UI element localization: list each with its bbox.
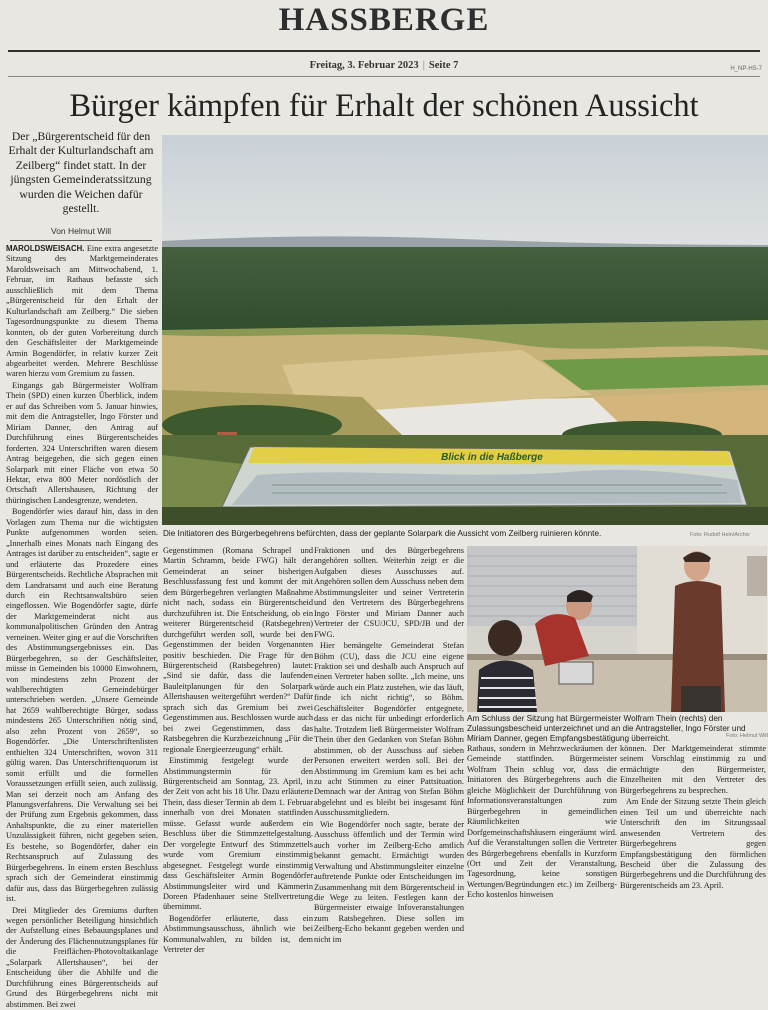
body-paragraph: Hier bemängelte Gemeinderat Stefan Böhm (CU), dass die JCU eine eigene Fraktion sei und deshalb auch Anspruch auf einen Vertreter haben sollte. „Ich meine, uns würde auch ein Platz zustehen, wie das läuft, finde ich nicht richtig“, so Böhm. Geschäftsleiter Bogendörfer entgegnete, dass er das nicht für unbedingt erforderlich halte. Trotzdem ließ Bürgermeister Wolfram Thein über den Gedanken von Stefan Böhm abstimmen, ob der Ausschuss auf sieben Personen erweitert werden soll. Bei der Abstimmung im Gremium kam es bei acht zu acht Stimmen zu einer Pattsituation. Demnach war der Antrag von Stefan Böhm abgelehnt und es bleibt bei insgesamt fünf Ausschussmitgliedern. xyxy=(314,641,464,818)
article-lead: Der „Bürgerentscheid für den Erhalt der Kulturlandschaft am Zeilberg“ findet statt. In der jüngsten Gemeinderatssitzung wurden die Weichen dafür gestellt. xyxy=(8,130,154,216)
body-paragraph: MAROLDSWEISACH. Eine extra angesetzte Sitzung des Marktgemeinderates Maroldsweisach am Mittwochabend, 1. Februar, im Rathaus befasste sich ausschließlich mit dem Thema „Bürgerentscheid für den Erhalt der Kulturlandschaft am Zeilberg.“ Die sieben Tagesordnungspunkte zu diesem Thema konnten, ob der guten Vorbereitung durch den Geschäftsleiter der Marktgemeinde Armin Bogendörfer, in relativ kurzer Zeit abgearbeitet werden. Mehrere Beschlüsse waren hierzu vom Gremium zu fassen. xyxy=(6,244,158,379)
meeting-photo-svg xyxy=(467,546,767,712)
photo-credit-1: Foto: Rudolf Hein/Archiv xyxy=(690,532,750,538)
body-paragraph: können. Der Marktgemeinderat stimmte seinem Vorschlag einstimmig zu und ermächtigte den Bürgermeister, Einzelheiten mit den Vertreter des Bürgerbegehrens zu besprechen. xyxy=(620,744,766,795)
date: Freitag, 3. Februar 2023 xyxy=(309,60,419,71)
body-column-1 xyxy=(6,244,158,1009)
sign-text: Blick in die Haßberge xyxy=(441,452,543,463)
page-code: H_NP-HS-7 xyxy=(730,66,762,72)
photo-caption-2: Am Schluss der Sitzung hat Bürgermeister Wolfram Thein (rechts) den Zulassungsbescheid unterzeichnet und an die Antragsteller, Ingo Förster und Miriam Danner, gegen Empfangsbestätigung überreicht. xyxy=(467,714,746,744)
body-paragraph: Fraktionen und des Bürgerbegehrens angehören sollten. Weiterhin zeigt er die Aufgaben dieses Ausschusses auf. Angehören sollen dem Ausschuss neben dem Abstimmungsleiter und seiner Vertreterin und den Vertretern des Bürgerbegehrens Ingo Förster und Miriam Danner auch Vertreter der CSU/JCU, SPD/JB und der FWG. xyxy=(314,546,465,639)
landscape-photo-svg xyxy=(162,135,768,525)
photo-caption-1: Die Initiatoren des Bürgerbegehrens befürchten, dass der geplante Solarpark die Aussicht vom Zeilberg ruinieren könnte. xyxy=(163,529,602,538)
dateline-location: MAROLDSWEISACH. xyxy=(6,244,85,253)
body-paragraph: Gegenstimmen (Romana Schrapel und Martin Schramm, beide FWG) hält der Gemeinderat an seiner bisherigen Beschlussfassung fest und kommt der mit dem Bürgerbegehren verlangten Maßnahme nicht nach, sodass ein Bürgerentscheid durchzuführen ist. Die Entscheidung, ob ein weiterer Bürgerentscheid (Ratsbegehren) durchgeführt werden soll, wurde bei den Gegenstimmen der beiden Vorgenannten positiv beschieden. Die Frage für den Bürgerentscheid (Ratsbegehren) lautet: „Sind sie dafür, dass die laufenden Bauleitplanungen für den Solarpark Allertshausen weitergeführt werden?“ Dafür sprach sich das Gremium bei zwei Gegenstimmen aus. Beschlossen wurde auch bei zwei Gegenstimmen, dass das Ratsbegehren die Kurzbezeichnung „Für die regionale Energieerzeugung“ erhält. xyxy=(163,546,313,754)
body-column-2 xyxy=(163,546,313,955)
meeting-photo xyxy=(467,546,767,712)
page-number: Seite 7 xyxy=(428,60,459,71)
newspaper-masthead: HASSBERGE xyxy=(278,2,490,38)
lead-divider xyxy=(10,240,152,241)
photo-credit-2: Foto: Helmut Will xyxy=(726,733,768,739)
body-paragraph: Bogendörfer wies darauf hin, dass in den Vorlagen zum Thema nur die wichtigsten Punkte aufgenommen worden seien. „Innerhalb eines Monats nach Eingang des Antrages ist darüber zu entscheiden“, sagte er und erläuterte das Prozedere eines Bürgerentscheids. Rechtliche Absprachen mit dem Landratsamt und auch eine Beratung durch ein Rechtsanwaltsbüro seien eingeflossen. Wie Bogendörfer sagte, dürfe der Marktgemeinderat nicht aus kommunalpolitischen Gründen den Antrag verneinen. Weiter ging er auf die Vorschriften des Abstimmungsergebnisses ein. Das Bürgerbegehren, so der Geschäftsleiter, müsse in Gemeinden bis 10000 Einwohnern, von mindestens zehn Prozent der wahlberechtigten Gemeindebürger unterschrieben werden. „Unsere Gemeinde hat 2659 wahlberechtigte Bürger, sodass mindestens 265 Unterschriften nötig sind, also zehn Prozent von 2659“, so Bogendörfer. „Die Unterschriftenlisten enthielten 324 Unterschriften, wovon 311 gültig waren. Das Unterschriftenquorum ist somit erfüllt und die formellen Voraussetzungen erfüllt seien, auch zulässig. Man sei derzeit noch am Anfang des Planungsverfahrens. Die Verwaltung sei bei der Prüfung zum Ergebnis gekommen, dass Anhaltspunkte, die zu einer materiellen Unzulässigkeit führen, nicht gegeben seien. Es bestehe, so Bogendörfer, daher ein Rechtsanspruch auf Zulassung des Bürgerbegehrens. In einem ersten Beschluss sprach sich der Gemeinderat einstimmig dafür aus, dass das Bürgerbegehren zulässig ist. xyxy=(6,507,158,904)
body-column-5 xyxy=(620,744,766,890)
landscape-photo xyxy=(162,135,768,525)
body-paragraph: Rathaus, sondern in Mehrzweckräumen der Gemeinde stattfinden. Bürgermeister Wolfram Thein schlug vor, dass die Initiatoren des Bürgerbegehrens auch die gleiche Möglichkeit der Durchführung von Informationsveranstaltungen zum Bürgerbegehren in gemeindlichen Räumlichkeiten wie Dorfgemeinschaftshäusern eingeräumt wird. Auf die Veranstaltungen sollen die Vertreter des Bürgerbegehrens ebenfalls in Kurzform (Ort und Zeit der Veranstaltung, Tagesordnung, keine sonstigen Wertungen/Begründungen etc.) im Zeilberg-Echo kostenlos hinweisen xyxy=(467,744,617,900)
body-paragraph: Wie Bogendörfer noch sagte, berate der Ausschuss öffentlich und der Termin wird auch vorher im Zeilberg-Echo amtlich bekannt gemacht. Ermächtigt wurden Verwaltung und Abstimmungsleiter einzelne auftretende Punkte oder Entscheidungen im Zusammenhang mit dem Bürgerentscheid in die Wege zu leiten. Festlegen kann der Bürgermeister etwaige Infoveranstaltungen zum Ratsbegehren. Diese sollen im Zeilberg-Echo bekannt gegeben werden und nicht im xyxy=(314,819,464,944)
dateline: Freitag, 3. Februar 2023 | Seite 7 xyxy=(309,60,459,71)
article-author: Von Helmut Will xyxy=(51,226,111,236)
body-paragraph: Eingangs gab Bürgermeister Wolfram Thein (SPD) einen kurzen Überblick, indem er auf das Schreiben vom 5. Januar hinwies, mit dem die Antragsteller, Ingo Förster und Miriam Danner, den Antrag auf Durchführung eines Bürgerentscheides forderten. 324 Unterschriften waren diesem Antrag beigegeben, die sich gegen einen Solarpark mit einer Fläche von etwa 50 Hektar, etwa 800 Meter nordöstlich der Ortschaft Allertshausen, Richtung der thüringischen Landesgrenze, wendeten. xyxy=(6,380,158,505)
body-paragraph: Bogendörfer erläuterte, dass ein Abstimmungsausschuss, ähnlich wie bei Kommunalwahlen, zu bilden ist, dem Vertreter der xyxy=(163,913,313,955)
body-column-3 xyxy=(314,546,465,944)
masthead-rule xyxy=(8,50,760,52)
body-paragraph: Einstimmig festgelegt wurde der Abstimmungstermin für den Bürgerentscheid am Sonntag, 23. April, in der Zeit von acht bis 18 Uhr. Dazu erläuterte Thein, dass dieser Termin ab dem 1. Februar innerhalb von drei Monaten stattfinden müsse. Gefasst wurde außerdem ein Beschluss über die Stimmzettelgestaltung. Der vorgelegte Entwurf des Stimmzettels wurde vom Gremium einstimmig abgesegnet. Festgelegt wurde einstimmig dass Geschäftsleiter Armin Bogendörfer Abstimmungsleiter wird und Kämmerin Doreen Pfadenhauer seine Stellvertretung übernimmt. xyxy=(163,756,313,912)
dateline-rule xyxy=(8,76,760,77)
body-column-4 xyxy=(467,744,617,900)
article-headline: Bürger kämpfen für Erhalt der schönen Aussicht xyxy=(69,88,699,124)
body-paragraph: Am Ende der Sitzung setzte Thein gleich einen Teil um und überreichte nach Unterschrift den im Sitzungssaal anwesenden Vertretern des Bürgerbegehrens gegen Empfangsbestätigung den förmlichen Bescheid über die Zulassung des Bürgerbegehrens und die Durchführung des Bürgerentscheids am 23. April. xyxy=(620,797,766,890)
body-paragraph: Drei Mitglieder des Gremiums durften wegen persönlicher Beteiligung hinsichtlich der Aufstellung eines Bebauungsplanes und der Änderung des Flächennutzungsplanes für die Freiflächen-Photovoltaikanlage „Solarpark Allertshausen“, bei der Entscheidung über die Abhilfe und die Durchführung eines Bürgerentscheids auf Grund des Bürgerbegehrens nicht mit abstimmen. Bei zwei xyxy=(6,905,158,1009)
